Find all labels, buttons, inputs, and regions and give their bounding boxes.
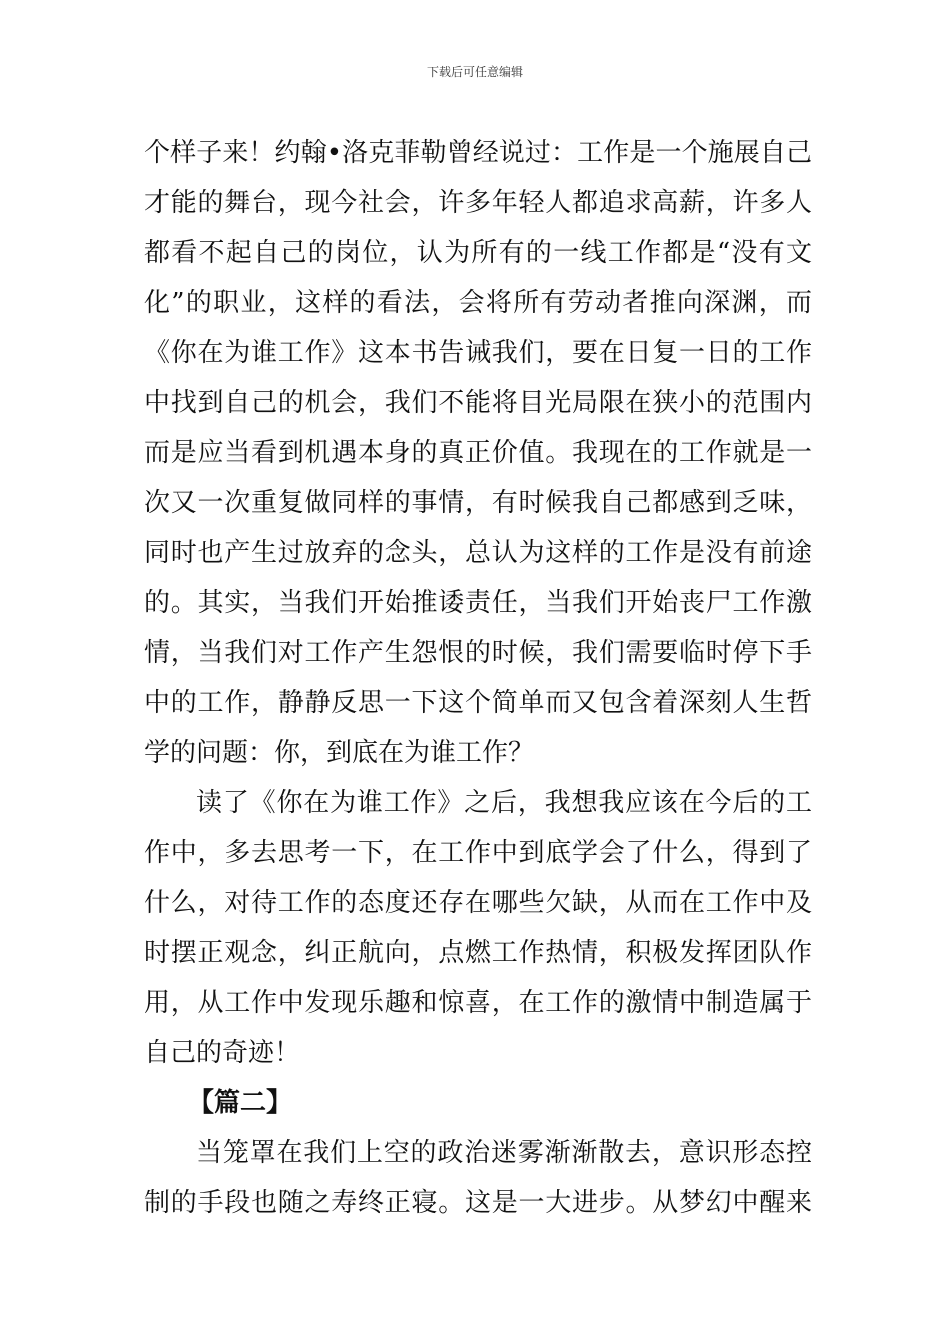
text-line: 制的手段也随之寿终正寝。这是一大进步。从梦幻中醒来 [144, 1188, 812, 1218]
text-line: 个样子来！约翰•洛克菲勒曾经说过：工作是一个施展自己 [144, 138, 812, 168]
document-body [144, 128, 812, 1228]
text-line: 时摆正观念，纠正航向，点燃工作热情，积极发挥团队作 [144, 938, 812, 968]
paragraph-2 [144, 778, 812, 1078]
text-line: 才能的舞台，现今社会，许多年轻人都追求高薪，许多人 [144, 188, 812, 218]
text-line: 中的工作，静静反思一下这个简单而又包含着深刻人生哲 [144, 688, 812, 718]
text-line: 情，当我们对工作产生怨恨的时候，我们需要临时停下手 [144, 638, 812, 668]
text-line: 当笼罩在我们上空的政治迷雾渐渐散去，意识形态控 [196, 1138, 812, 1168]
text-line: 而是应当看到机遇本身的真正价值。我现在的工作就是一 [144, 438, 812, 468]
text-line: 自己的奇迹！ [144, 1038, 301, 1068]
text-line: 用，从工作中发现乐趣和惊喜，在工作的激情中制造属于 [144, 988, 812, 1018]
text-line: 次又一次重复做同样的事情，有时候我自己都感到乏味， [144, 488, 812, 518]
text-line: 中找到自己的机会，我们不能将目光局限在狭小的范围内 [144, 388, 812, 418]
paragraph-3 [144, 1128, 812, 1228]
text-line: 的。其实，当我们开始推诿责任，当我们开始丧尸工作激 [144, 588, 812, 618]
text-line: 《你在为谁工作》这本书告诫我们，要在日复一日的工作 [144, 338, 812, 368]
page-header: 下载后可任意编辑 [426, 65, 523, 79]
text-line: 学的问题：你，到底在为谁工作？ [144, 738, 535, 768]
text-line: 都看不起自己的岗位，认为所有的一线工作都是“没有文 [144, 238, 812, 268]
text-line: 什么，对待工作的态度还存在哪些欠缺，从而在工作中及 [144, 888, 812, 918]
text-line: 同时也产生过放弃的念头，总认为这样的工作是没有前途 [144, 538, 812, 568]
section-heading: 【篇二】 [188, 1088, 293, 1118]
paragraph-1 [144, 128, 812, 778]
text-line: 化”的职业，这样的看法，会将所有劳动者推向深渊，而 [144, 288, 812, 318]
text-line: 作中，多去思考一下，在工作中到底学会了什么，得到了 [144, 838, 812, 868]
text-line: 读了《你在为谁工作》之后，我想我应该在今后的工 [196, 788, 812, 818]
